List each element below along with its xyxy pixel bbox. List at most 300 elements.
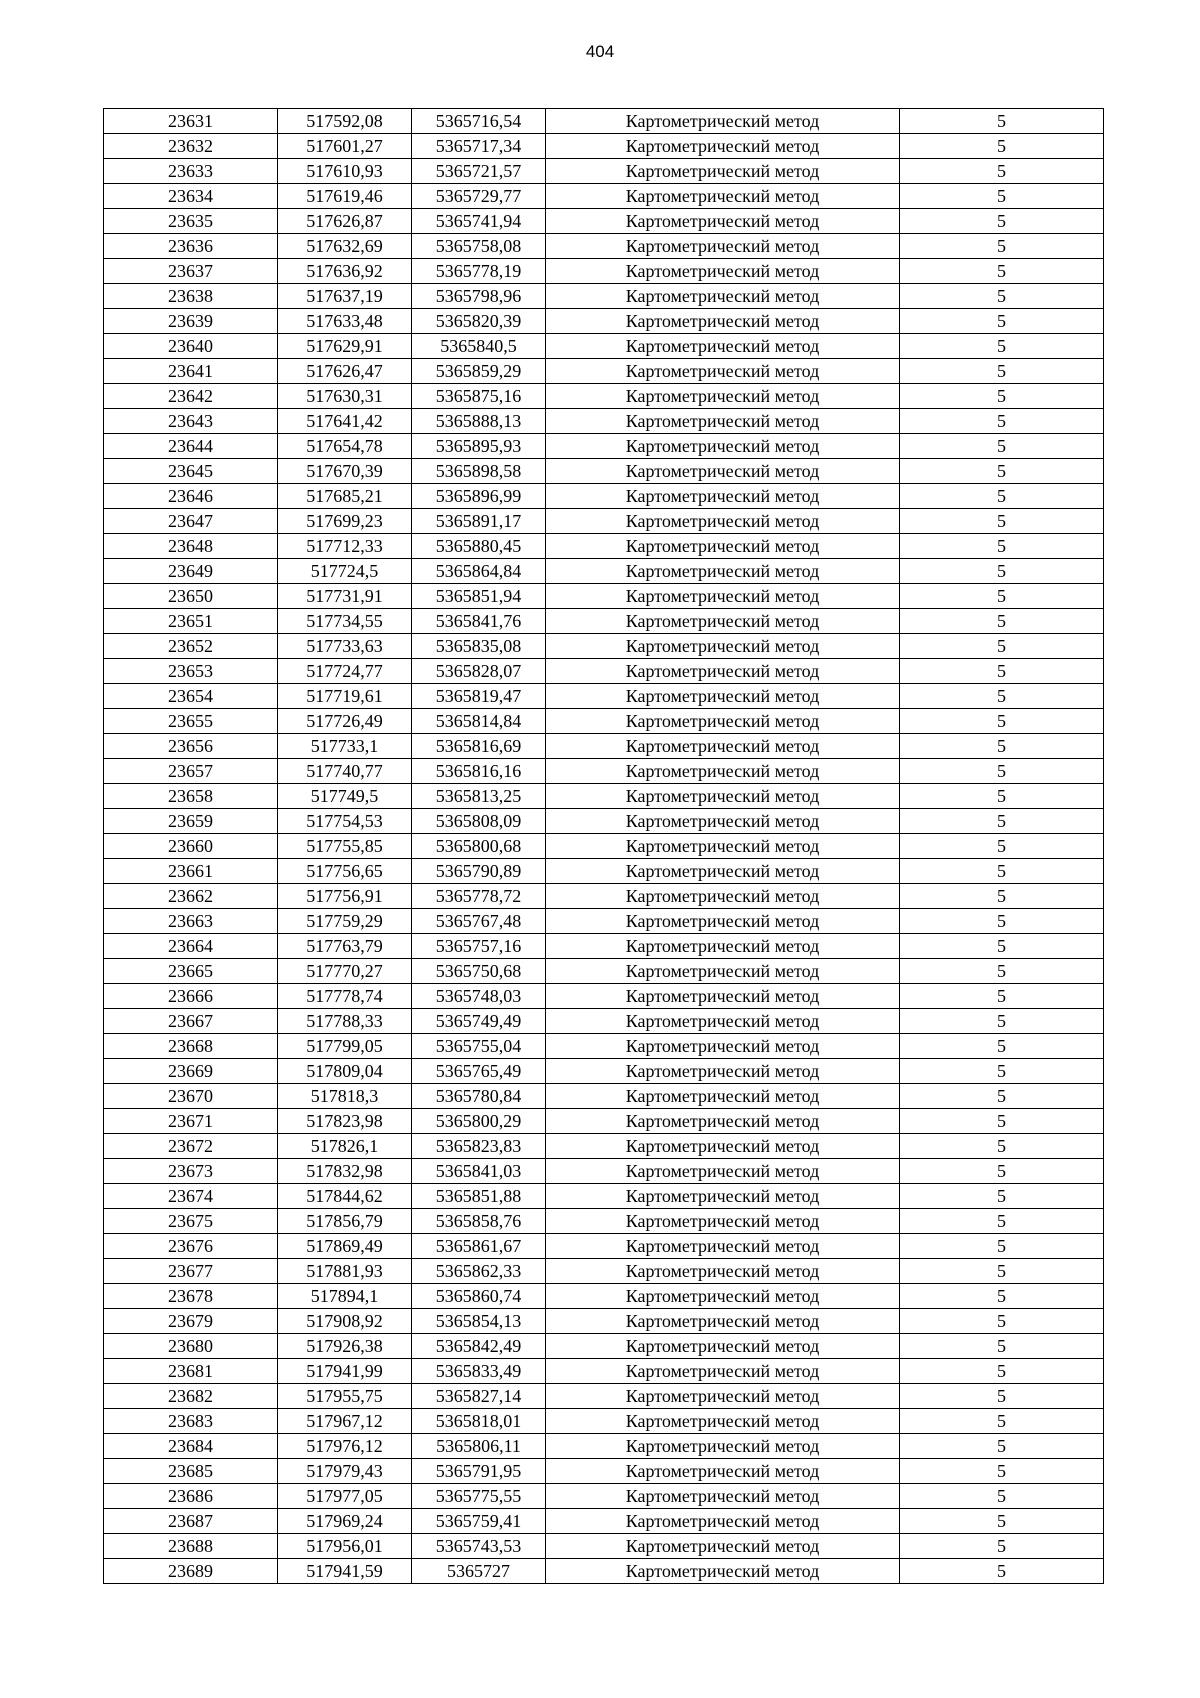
y-coordinate-cell: 5365816,16 bbox=[412, 759, 546, 784]
table-row bbox=[104, 1434, 1104, 1459]
accuracy-cell: 5 bbox=[900, 934, 1104, 959]
method-cell: Картометрический метод bbox=[546, 584, 900, 609]
x-coordinate-cell: 517724,77 bbox=[278, 659, 412, 684]
table-row bbox=[104, 859, 1104, 884]
x-coordinate-cell: 517654,78 bbox=[278, 434, 412, 459]
x-coordinate-cell: 517856,79 bbox=[278, 1209, 412, 1234]
table-row bbox=[104, 1459, 1104, 1484]
accuracy-cell: 5 bbox=[900, 1459, 1104, 1484]
accuracy-cell: 5 bbox=[900, 1209, 1104, 1234]
x-coordinate-cell: 517629,91 bbox=[278, 334, 412, 359]
x-coordinate-cell: 517844,62 bbox=[278, 1184, 412, 1209]
x-coordinate-cell: 517719,61 bbox=[278, 684, 412, 709]
y-coordinate-cell: 5365851,94 bbox=[412, 584, 546, 609]
y-coordinate-cell: 5365842,49 bbox=[412, 1334, 546, 1359]
y-coordinate-cell: 5365875,16 bbox=[412, 384, 546, 409]
accuracy-cell: 5 bbox=[900, 109, 1104, 134]
x-coordinate-cell: 517756,65 bbox=[278, 859, 412, 884]
method-cell: Картометрический метод bbox=[546, 134, 900, 159]
x-coordinate-cell: 517756,91 bbox=[278, 884, 412, 909]
point-number-cell: 23649 bbox=[104, 559, 278, 584]
x-coordinate-cell: 517749,5 bbox=[278, 784, 412, 809]
accuracy-cell: 5 bbox=[900, 684, 1104, 709]
accuracy-cell: 5 bbox=[900, 1334, 1104, 1359]
table-row bbox=[104, 1134, 1104, 1159]
method-cell: Картометрический метод bbox=[546, 159, 900, 184]
table-row bbox=[104, 1234, 1104, 1259]
table-row bbox=[104, 659, 1104, 684]
x-coordinate-cell: 517733,1 bbox=[278, 734, 412, 759]
point-number-cell: 23680 bbox=[104, 1334, 278, 1359]
table-row bbox=[104, 509, 1104, 534]
point-number-cell: 23661 bbox=[104, 859, 278, 884]
point-number-cell: 23675 bbox=[104, 1209, 278, 1234]
point-number-cell: 23678 bbox=[104, 1284, 278, 1309]
accuracy-cell: 5 bbox=[900, 1534, 1104, 1559]
y-coordinate-cell: 5365896,99 bbox=[412, 484, 546, 509]
x-coordinate-cell: 517967,12 bbox=[278, 1409, 412, 1434]
accuracy-cell: 5 bbox=[900, 259, 1104, 284]
method-cell: Картометрический метод bbox=[546, 759, 900, 784]
accuracy-cell: 5 bbox=[900, 1559, 1104, 1584]
point-number-cell: 23679 bbox=[104, 1309, 278, 1334]
x-coordinate-cell: 517685,21 bbox=[278, 484, 412, 509]
accuracy-cell: 5 bbox=[900, 209, 1104, 234]
accuracy-cell: 5 bbox=[900, 1359, 1104, 1384]
y-coordinate-cell: 5365828,07 bbox=[412, 659, 546, 684]
y-coordinate-cell: 5365800,29 bbox=[412, 1109, 546, 1134]
point-number-cell: 23681 bbox=[104, 1359, 278, 1384]
table-row bbox=[104, 834, 1104, 859]
point-number-cell: 23642 bbox=[104, 384, 278, 409]
point-number-cell: 23655 bbox=[104, 709, 278, 734]
method-cell: Картометрический метод bbox=[546, 1084, 900, 1109]
method-cell: Картометрический метод bbox=[546, 1509, 900, 1534]
x-coordinate-cell: 517699,23 bbox=[278, 509, 412, 534]
y-coordinate-cell: 5365800,68 bbox=[412, 834, 546, 859]
point-number-cell: 23646 bbox=[104, 484, 278, 509]
point-number-cell: 23666 bbox=[104, 984, 278, 1009]
point-number-cell: 23635 bbox=[104, 209, 278, 234]
table-row bbox=[104, 934, 1104, 959]
method-cell: Картометрический метод bbox=[546, 859, 900, 884]
method-cell: Картометрический метод bbox=[546, 809, 900, 834]
table-row bbox=[104, 1384, 1104, 1409]
table-row bbox=[104, 1209, 1104, 1234]
accuracy-cell: 5 bbox=[900, 834, 1104, 859]
table-row bbox=[104, 1559, 1104, 1584]
method-cell: Картометрический метод bbox=[546, 1409, 900, 1434]
y-coordinate-cell: 5365790,89 bbox=[412, 859, 546, 884]
accuracy-cell: 5 bbox=[900, 809, 1104, 834]
point-number-cell: 23674 bbox=[104, 1184, 278, 1209]
point-number-cell: 23687 bbox=[104, 1509, 278, 1534]
x-coordinate-cell: 517826,1 bbox=[278, 1134, 412, 1159]
point-number-cell: 23657 bbox=[104, 759, 278, 784]
method-cell: Картометрический метод bbox=[546, 484, 900, 509]
table-row bbox=[104, 1309, 1104, 1334]
point-number-cell: 23658 bbox=[104, 784, 278, 809]
y-coordinate-cell: 5365851,88 bbox=[412, 1184, 546, 1209]
method-cell: Картометрический метод bbox=[546, 384, 900, 409]
y-coordinate-cell: 5365721,57 bbox=[412, 159, 546, 184]
y-coordinate-cell: 5365729,77 bbox=[412, 184, 546, 209]
y-coordinate-cell: 5365813,25 bbox=[412, 784, 546, 809]
accuracy-cell: 5 bbox=[900, 1409, 1104, 1434]
point-number-cell: 23648 bbox=[104, 534, 278, 559]
y-coordinate-cell: 5365765,49 bbox=[412, 1059, 546, 1084]
x-coordinate-cell: 517637,19 bbox=[278, 284, 412, 309]
point-number-cell: 23639 bbox=[104, 309, 278, 334]
y-coordinate-cell: 5365808,09 bbox=[412, 809, 546, 834]
method-cell: Картометрический метод bbox=[546, 409, 900, 434]
accuracy-cell: 5 bbox=[900, 459, 1104, 484]
accuracy-cell: 5 bbox=[900, 409, 1104, 434]
accuracy-cell: 5 bbox=[900, 1484, 1104, 1509]
x-coordinate-cell: 517592,08 bbox=[278, 109, 412, 134]
y-coordinate-cell: 5365841,76 bbox=[412, 609, 546, 634]
y-coordinate-cell: 5365862,33 bbox=[412, 1259, 546, 1284]
method-cell: Картометрический метод bbox=[546, 1559, 900, 1584]
x-coordinate-cell: 517956,01 bbox=[278, 1534, 412, 1559]
y-coordinate-cell: 5365854,13 bbox=[412, 1309, 546, 1334]
point-number-cell: 23665 bbox=[104, 959, 278, 984]
point-number-cell: 23652 bbox=[104, 634, 278, 659]
accuracy-cell: 5 bbox=[900, 184, 1104, 209]
y-coordinate-cell: 5365757,16 bbox=[412, 934, 546, 959]
table-row bbox=[104, 1534, 1104, 1559]
point-number-cell: 23634 bbox=[104, 184, 278, 209]
x-coordinate-cell: 517763,79 bbox=[278, 934, 412, 959]
x-coordinate-cell: 517976,12 bbox=[278, 1434, 412, 1459]
y-coordinate-cell: 5365716,54 bbox=[412, 109, 546, 134]
method-cell: Картометрический метод bbox=[546, 1359, 900, 1384]
point-number-cell: 23654 bbox=[104, 684, 278, 709]
y-coordinate-cell: 5365778,72 bbox=[412, 884, 546, 909]
point-number-cell: 23637 bbox=[104, 259, 278, 284]
point-number-cell: 23636 bbox=[104, 234, 278, 259]
table-row bbox=[104, 384, 1104, 409]
method-cell: Картометрический метод bbox=[546, 984, 900, 1009]
x-coordinate-cell: 517799,05 bbox=[278, 1034, 412, 1059]
method-cell: Картометрический метод bbox=[546, 1234, 900, 1259]
method-cell: Картометрический метод bbox=[546, 559, 900, 584]
point-number-cell: 23663 bbox=[104, 909, 278, 934]
accuracy-cell: 5 bbox=[900, 284, 1104, 309]
x-coordinate-cell: 517788,33 bbox=[278, 1009, 412, 1034]
x-coordinate-cell: 517832,98 bbox=[278, 1159, 412, 1184]
y-coordinate-cell: 5365778,19 bbox=[412, 259, 546, 284]
table-row bbox=[104, 1484, 1104, 1509]
method-cell: Картометрический метод bbox=[546, 1334, 900, 1359]
y-coordinate-cell: 5365775,55 bbox=[412, 1484, 546, 1509]
point-number-cell: 23641 bbox=[104, 359, 278, 384]
accuracy-cell: 5 bbox=[900, 609, 1104, 634]
accuracy-cell: 5 bbox=[900, 1509, 1104, 1534]
accuracy-cell: 5 bbox=[900, 434, 1104, 459]
accuracy-cell: 5 bbox=[900, 959, 1104, 984]
accuracy-cell: 5 bbox=[900, 484, 1104, 509]
point-number-cell: 23643 bbox=[104, 409, 278, 434]
method-cell: Картометрический метод bbox=[546, 1259, 900, 1284]
method-cell: Картометрический метод bbox=[546, 834, 900, 859]
x-coordinate-cell: 517619,46 bbox=[278, 184, 412, 209]
point-number-cell: 23640 bbox=[104, 334, 278, 359]
x-coordinate-cell: 517630,31 bbox=[278, 384, 412, 409]
point-number-cell: 23673 bbox=[104, 1159, 278, 1184]
x-coordinate-cell: 517979,43 bbox=[278, 1459, 412, 1484]
accuracy-cell: 5 bbox=[900, 659, 1104, 684]
method-cell: Картометрический метод bbox=[546, 509, 900, 534]
accuracy-cell: 5 bbox=[900, 1184, 1104, 1209]
accuracy-cell: 5 bbox=[900, 1084, 1104, 1109]
accuracy-cell: 5 bbox=[900, 1159, 1104, 1184]
y-coordinate-cell: 5365841,03 bbox=[412, 1159, 546, 1184]
table-row bbox=[104, 209, 1104, 234]
table-row bbox=[104, 109, 1104, 134]
point-number-cell: 23631 bbox=[104, 109, 278, 134]
y-coordinate-cell: 5365859,29 bbox=[412, 359, 546, 384]
x-coordinate-cell: 517724,5 bbox=[278, 559, 412, 584]
table-row bbox=[104, 1109, 1104, 1134]
table-row bbox=[104, 909, 1104, 934]
accuracy-cell: 5 bbox=[900, 159, 1104, 184]
point-number-cell: 23638 bbox=[104, 284, 278, 309]
method-cell: Картометрический метод bbox=[546, 709, 900, 734]
y-coordinate-cell: 5365816,69 bbox=[412, 734, 546, 759]
method-cell: Картометрический метод bbox=[546, 1484, 900, 1509]
table-row bbox=[104, 334, 1104, 359]
table-row bbox=[104, 1084, 1104, 1109]
method-cell: Картометрический метод bbox=[546, 959, 900, 984]
table-row bbox=[104, 584, 1104, 609]
accuracy-cell: 5 bbox=[900, 1384, 1104, 1409]
table-row bbox=[104, 534, 1104, 559]
point-number-cell: 23650 bbox=[104, 584, 278, 609]
x-coordinate-cell: 517626,47 bbox=[278, 359, 412, 384]
table-row bbox=[104, 634, 1104, 659]
method-cell: Картометрический метод bbox=[546, 1109, 900, 1134]
point-number-cell: 23667 bbox=[104, 1009, 278, 1034]
accuracy-cell: 5 bbox=[900, 309, 1104, 334]
point-number-cell: 23682 bbox=[104, 1384, 278, 1409]
x-coordinate-cell: 517632,69 bbox=[278, 234, 412, 259]
accuracy-cell: 5 bbox=[900, 784, 1104, 809]
x-coordinate-cell: 517641,42 bbox=[278, 409, 412, 434]
accuracy-cell: 5 bbox=[900, 384, 1104, 409]
accuracy-cell: 5 bbox=[900, 909, 1104, 934]
point-number-cell: 23689 bbox=[104, 1559, 278, 1584]
x-coordinate-cell: 517881,93 bbox=[278, 1259, 412, 1284]
y-coordinate-cell: 5365891,17 bbox=[412, 509, 546, 534]
y-coordinate-cell: 5365755,04 bbox=[412, 1034, 546, 1059]
method-cell: Картометрический метод bbox=[546, 1284, 900, 1309]
table-row bbox=[104, 684, 1104, 709]
method-cell: Картометрический метод bbox=[546, 434, 900, 459]
x-coordinate-cell: 517759,29 bbox=[278, 909, 412, 934]
x-coordinate-cell: 517969,24 bbox=[278, 1509, 412, 1534]
accuracy-cell: 5 bbox=[900, 1109, 1104, 1134]
table-row bbox=[104, 484, 1104, 509]
y-coordinate-cell: 5365780,84 bbox=[412, 1084, 546, 1109]
accuracy-cell: 5 bbox=[900, 1284, 1104, 1309]
point-number-cell: 23686 bbox=[104, 1484, 278, 1509]
method-cell: Картометрический метод bbox=[546, 784, 900, 809]
table-row bbox=[104, 1059, 1104, 1084]
table-row bbox=[104, 759, 1104, 784]
point-number-cell: 23651 bbox=[104, 609, 278, 634]
accuracy-cell: 5 bbox=[900, 1309, 1104, 1334]
y-coordinate-cell: 5365880,45 bbox=[412, 534, 546, 559]
y-coordinate-cell: 5365727 bbox=[412, 1559, 546, 1584]
x-coordinate-cell: 517955,75 bbox=[278, 1384, 412, 1409]
y-coordinate-cell: 5365827,14 bbox=[412, 1384, 546, 1409]
point-number-cell: 23647 bbox=[104, 509, 278, 534]
x-coordinate-cell: 517740,77 bbox=[278, 759, 412, 784]
table-row bbox=[104, 784, 1104, 809]
y-coordinate-cell: 5365888,13 bbox=[412, 409, 546, 434]
point-number-cell: 23668 bbox=[104, 1034, 278, 1059]
table-row bbox=[104, 159, 1104, 184]
table-row bbox=[104, 1409, 1104, 1434]
method-cell: Картометрический метод bbox=[546, 1534, 900, 1559]
x-coordinate-cell: 517633,48 bbox=[278, 309, 412, 334]
y-coordinate-cell: 5365814,84 bbox=[412, 709, 546, 734]
table-row bbox=[104, 734, 1104, 759]
method-cell: Картометрический метод bbox=[546, 1184, 900, 1209]
method-cell: Картометрический метод bbox=[546, 634, 900, 659]
y-coordinate-cell: 5365835,08 bbox=[412, 634, 546, 659]
y-coordinate-cell: 5365798,96 bbox=[412, 284, 546, 309]
point-number-cell: 23677 bbox=[104, 1259, 278, 1284]
y-coordinate-cell: 5365820,39 bbox=[412, 309, 546, 334]
x-coordinate-cell: 517818,3 bbox=[278, 1084, 412, 1109]
y-coordinate-cell: 5365806,11 bbox=[412, 1434, 546, 1459]
table-row bbox=[104, 884, 1104, 909]
accuracy-cell: 5 bbox=[900, 1434, 1104, 1459]
accuracy-cell: 5 bbox=[900, 709, 1104, 734]
table-row bbox=[104, 1359, 1104, 1384]
point-number-cell: 23670 bbox=[104, 1084, 278, 1109]
point-number-cell: 23664 bbox=[104, 934, 278, 959]
coordinates-table bbox=[103, 108, 1104, 1584]
method-cell: Картометрический метод bbox=[546, 534, 900, 559]
y-coordinate-cell: 5365743,53 bbox=[412, 1534, 546, 1559]
y-coordinate-cell: 5365759,41 bbox=[412, 1509, 546, 1534]
method-cell: Картометрический метод bbox=[546, 1309, 900, 1334]
y-coordinate-cell: 5365840,5 bbox=[412, 334, 546, 359]
method-cell: Картометрический метод bbox=[546, 734, 900, 759]
y-coordinate-cell: 5365833,49 bbox=[412, 1359, 546, 1384]
point-number-cell: 23633 bbox=[104, 159, 278, 184]
point-number-cell: 23632 bbox=[104, 134, 278, 159]
method-cell: Картометрический метод bbox=[546, 259, 900, 284]
point-number-cell: 23685 bbox=[104, 1459, 278, 1484]
y-coordinate-cell: 5365717,34 bbox=[412, 134, 546, 159]
table-row bbox=[104, 1259, 1104, 1284]
method-cell: Картометрический метод bbox=[546, 884, 900, 909]
table-row bbox=[104, 184, 1104, 209]
y-coordinate-cell: 5365741,94 bbox=[412, 209, 546, 234]
accuracy-cell: 5 bbox=[900, 859, 1104, 884]
accuracy-cell: 5 bbox=[900, 884, 1104, 909]
method-cell: Картометрический метод bbox=[546, 1384, 900, 1409]
y-coordinate-cell: 5365819,47 bbox=[412, 684, 546, 709]
point-number-cell: 23684 bbox=[104, 1434, 278, 1459]
point-number-cell: 23683 bbox=[104, 1409, 278, 1434]
method-cell: Картометрический метод bbox=[546, 309, 900, 334]
point-number-cell: 23645 bbox=[104, 459, 278, 484]
accuracy-cell: 5 bbox=[900, 1134, 1104, 1159]
point-number-cell: 23644 bbox=[104, 434, 278, 459]
x-coordinate-cell: 517712,33 bbox=[278, 534, 412, 559]
x-coordinate-cell: 517610,93 bbox=[278, 159, 412, 184]
y-coordinate-cell: 5365748,03 bbox=[412, 984, 546, 1009]
accuracy-cell: 5 bbox=[900, 984, 1104, 1009]
page-number: 404 bbox=[585, 42, 615, 61]
x-coordinate-cell: 517626,87 bbox=[278, 209, 412, 234]
accuracy-cell: 5 bbox=[900, 559, 1104, 584]
point-number-cell: 23688 bbox=[104, 1534, 278, 1559]
x-coordinate-cell: 517809,04 bbox=[278, 1059, 412, 1084]
table-row bbox=[104, 1284, 1104, 1309]
y-coordinate-cell: 5365864,84 bbox=[412, 559, 546, 584]
table-row bbox=[104, 1334, 1104, 1359]
method-cell: Картометрический метод bbox=[546, 234, 900, 259]
method-cell: Картометрический метод bbox=[546, 334, 900, 359]
point-number-cell: 23653 bbox=[104, 659, 278, 684]
table-row bbox=[104, 434, 1104, 459]
x-coordinate-cell: 517894,1 bbox=[278, 1284, 412, 1309]
table-row bbox=[104, 409, 1104, 434]
method-cell: Картометрический метод bbox=[546, 109, 900, 134]
table-row bbox=[104, 984, 1104, 1009]
table-row bbox=[104, 609, 1104, 634]
y-coordinate-cell: 5365758,08 bbox=[412, 234, 546, 259]
point-number-cell: 23676 bbox=[104, 1234, 278, 1259]
point-number-cell: 23672 bbox=[104, 1134, 278, 1159]
x-coordinate-cell: 517908,92 bbox=[278, 1309, 412, 1334]
method-cell: Картометрический метод bbox=[546, 1034, 900, 1059]
method-cell: Картометрический метод bbox=[546, 1459, 900, 1484]
table-row bbox=[104, 134, 1104, 159]
x-coordinate-cell: 517926,38 bbox=[278, 1334, 412, 1359]
table-row bbox=[104, 959, 1104, 984]
method-cell: Картометрический метод bbox=[546, 659, 900, 684]
method-cell: Картометрический метод bbox=[546, 934, 900, 959]
y-coordinate-cell: 5365895,93 bbox=[412, 434, 546, 459]
method-cell: Картометрический метод bbox=[546, 684, 900, 709]
accuracy-cell: 5 bbox=[900, 634, 1104, 659]
y-coordinate-cell: 5365860,74 bbox=[412, 1284, 546, 1309]
table-row bbox=[104, 459, 1104, 484]
x-coordinate-cell: 517778,74 bbox=[278, 984, 412, 1009]
x-coordinate-cell: 517755,85 bbox=[278, 834, 412, 859]
table-row bbox=[104, 1159, 1104, 1184]
table-row bbox=[104, 1009, 1104, 1034]
point-number-cell: 23660 bbox=[104, 834, 278, 859]
accuracy-cell: 5 bbox=[900, 584, 1104, 609]
y-coordinate-cell: 5365898,58 bbox=[412, 459, 546, 484]
x-coordinate-cell: 517977,05 bbox=[278, 1484, 412, 1509]
x-coordinate-cell: 517770,27 bbox=[278, 959, 412, 984]
method-cell: Картометрический метод bbox=[546, 1009, 900, 1034]
table-row bbox=[104, 284, 1104, 309]
table-row bbox=[104, 234, 1104, 259]
x-coordinate-cell: 517734,55 bbox=[278, 609, 412, 634]
x-coordinate-cell: 517733,63 bbox=[278, 634, 412, 659]
table-row bbox=[104, 359, 1104, 384]
